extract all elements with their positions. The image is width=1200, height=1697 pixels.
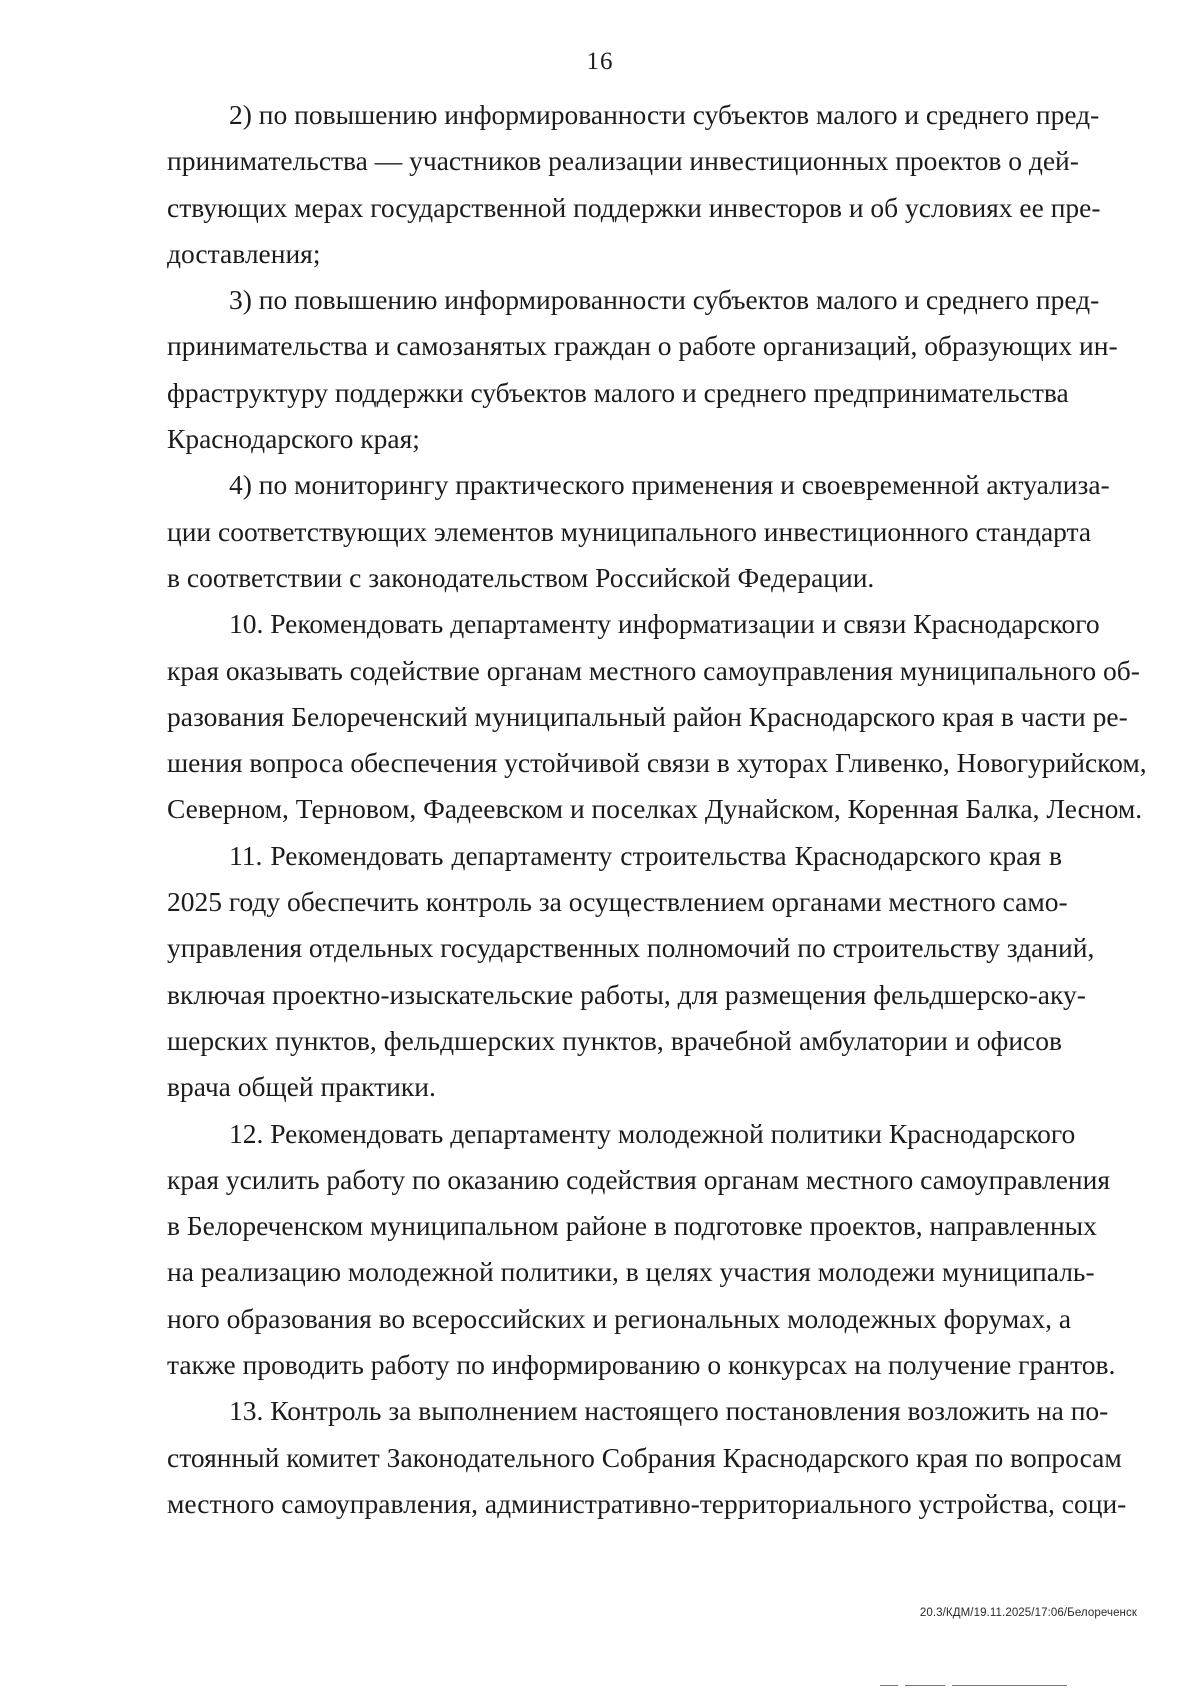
text-line: шения вопроса обеспечения устойчивой связи в хуторах Гливенко, Новогурийском, xyxy=(167,747,1147,779)
text-line: края оказывать содействие органам местного самоуправления муниципального об- xyxy=(167,654,1140,686)
text-line: управления отдельных государственных полномочий по строительству зданий, xyxy=(167,932,1095,964)
scan-artifact-line xyxy=(905,1685,945,1686)
text-line: ции соответствующих элементов муниципального инвестиционного стандарта xyxy=(167,515,1092,547)
paragraph-item-2 xyxy=(167,92,1101,277)
text-line: Краснодарского края; xyxy=(167,423,420,455)
text-line: Северном, Терновом, Фадеевском и поселках Дунайском, Коренная Балка, Лесном. xyxy=(167,793,1143,825)
text-line: ного образования во всероссийских и региональных молодежных форумах, а xyxy=(167,1302,1072,1334)
text-line: на реализацию молодежной политики, в целях участия молодежи муниципаль- xyxy=(167,1256,1095,1288)
text-line: 3) по повышению информированности субъектов малого и среднего пред- xyxy=(229,284,1100,316)
paragraph-item-3 xyxy=(167,277,1118,462)
text-line: 2) по повышению информированности субъектов малого и среднего пред- xyxy=(229,99,1100,130)
text-line: местного самоуправления, административно-территориального устройства, соци- xyxy=(167,1487,1127,1519)
text-line: доставления; xyxy=(167,237,321,269)
text-line: принимательства и самозанятых граждан о работе организаций, образующих ин- xyxy=(167,330,1118,362)
document-footer-code: 20.3/КДМ/19.11.2025/17:06/Белореченск xyxy=(919,1607,1137,1619)
paragraph-item-10 xyxy=(167,601,1147,832)
text-line: ствующих мерах государственной поддержки инвесторов и об условиях ее пре- xyxy=(167,191,1101,223)
text-line: 12. Рекомендовать департаменту молодежной политики Краснодарского xyxy=(229,1117,1076,1149)
text-line: в Белореченском муниципальном районе в подготовке проектов, направленных xyxy=(167,1210,1097,1242)
text-line: 4) по мониторингу практического применения и своевременной актуализа- xyxy=(229,469,1110,501)
scan-artifact-line xyxy=(880,1685,898,1686)
paragraph-item-13 xyxy=(167,1388,1127,1527)
page-number: 16 xyxy=(586,48,614,75)
paragraph-item-11 xyxy=(167,833,1095,1111)
text-line: фраструктуру поддержки субъектов малого и среднего предпринимательства xyxy=(167,376,1069,408)
paragraph-item-12 xyxy=(167,1111,1116,1389)
text-line: края усилить работу по оказанию содействия органам местного самоуправления xyxy=(167,1163,1110,1195)
text-line: 10. Рекомендовать департаменту информатизации и связи Краснодарского xyxy=(229,608,1100,640)
text-line: 13. Контроль за выполнением настоящего постановления возложить на по- xyxy=(229,1395,1109,1427)
text-line: разования Белореченский муниципальный район Краснодарского края в части ре- xyxy=(167,700,1128,732)
text-line: включая проектно-изыскательские работы, для размещения фельдшерско-аку- xyxy=(167,978,1086,1010)
text-line: 2025 году обеспечить контроль за осуществлением органами местного само- xyxy=(167,886,1068,918)
text-line: в соответствии с законодательством Российской Федерации. xyxy=(167,561,875,593)
paragraph-item-4 xyxy=(167,462,1110,601)
scan-artifact-line xyxy=(952,1685,1067,1686)
document-body xyxy=(167,92,1147,1527)
text-line: шерских пунктов, фельдшерских пунктов, врачебной амбулатории и офисов xyxy=(167,1024,1062,1056)
text-line: стоянный комитет Законодательного Собрания Краснодарского края по вопросам xyxy=(167,1441,1122,1473)
text-line: 11. Рекомендовать департаменту строительства Краснодарского края в xyxy=(229,839,1062,871)
text-line: врача общей практики. xyxy=(167,1071,436,1103)
text-line: принимательства — участников реализации инвестиционных проектов о дей- xyxy=(167,145,1079,177)
text-line: также проводить работу по информированию о конкурсах на получение грантов. xyxy=(167,1349,1116,1381)
